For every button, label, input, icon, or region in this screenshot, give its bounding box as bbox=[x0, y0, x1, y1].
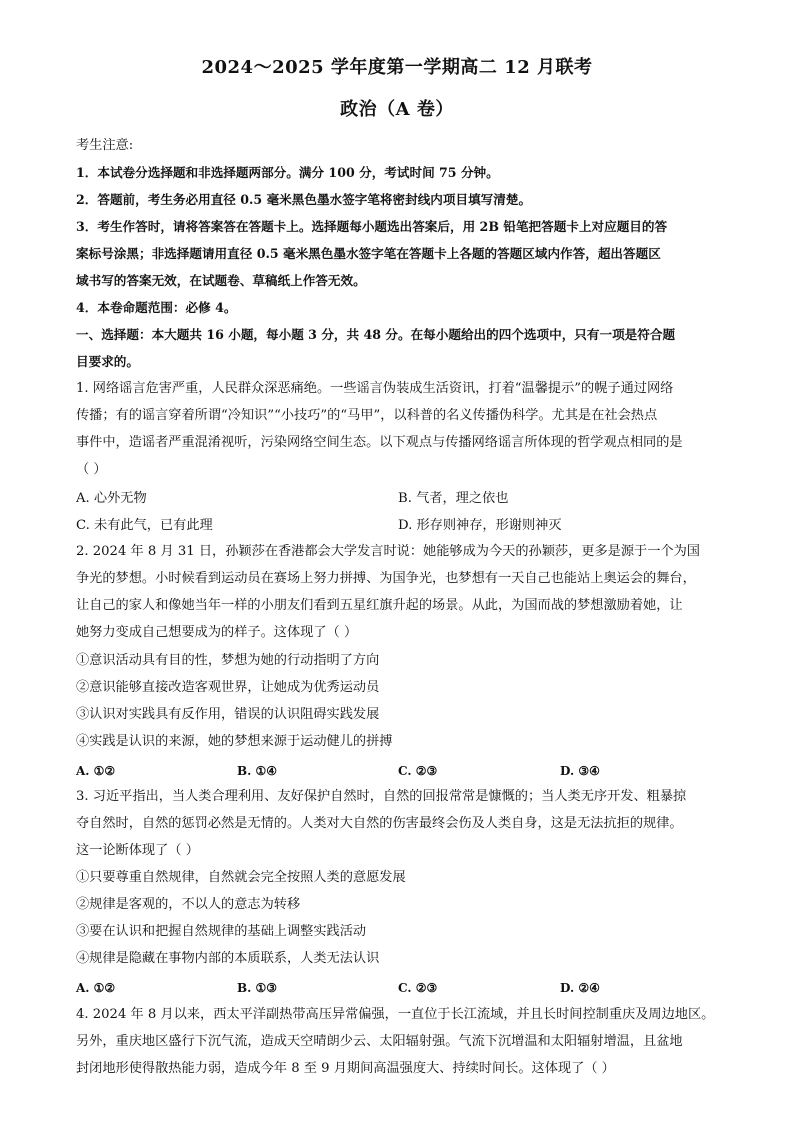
question-1-option-a: A. 心外无物 bbox=[76, 491, 147, 506]
exam-subject: 政治（A 卷） bbox=[340, 99, 454, 120]
question-2-statement: ④实践是认识的来源，她的梦想来源于运动健儿的拼搏 bbox=[76, 734, 393, 749]
question-1-option-b: B. 气者，理之依也 bbox=[398, 491, 509, 506]
question-1-option-c: C. 未有此气，已有此理 bbox=[76, 518, 213, 533]
question-4-stem: 封闭地形使得散热能力弱，造成今年 8 至 9 月期间高温强度大、持续时间长。这体现了（ ） bbox=[76, 1061, 615, 1076]
question-2-statement: ①意识活动具有目的性，梦想为她的行动指明了方向 bbox=[76, 653, 380, 668]
notice-item: 4．本卷命题范围：必修 4。 bbox=[76, 300, 237, 315]
question-2-option-d: D. ③④ bbox=[560, 764, 600, 778]
question-3-stem: 这一论断体现了（ ） bbox=[76, 843, 199, 858]
notice-heading: 考生注意: bbox=[76, 138, 134, 153]
notice-item: 2．答题前，考生务必用直径 0.5 毫米黑色墨水签字笔将密封线内项目填写清楚。 bbox=[76, 192, 532, 207]
question-1-stem: 事件中，造谣者严重混淆视听，污染网络空间生态。以下观点与传播网络谣言所体现的哲学观点相同的是 bbox=[76, 435, 683, 450]
question-2-option-b: B. ①④ bbox=[237, 764, 278, 778]
question-2-stem: 2. 2024 年 8 月 31 日，孙颖莎在香港都会大学发言时说：她能够成为今天的孙颖莎，更多是源于一个为国 bbox=[76, 544, 700, 559]
exam-title: 2024～2025 学年度第一学期高二 12 月联考 bbox=[201, 57, 593, 78]
question-3-statement: ③要在认识和把握自然规律的基础上调整实践活动 bbox=[76, 924, 367, 939]
question-2-stem: 让自己的家人和像她当年一样的小朋友们看到五星红旗升起的场景。从此，为国而战的梦想激励着她，让 bbox=[76, 598, 683, 613]
question-2-statement: ②意识能够直接改造客观世界，让她成为优秀运动员 bbox=[76, 680, 380, 695]
question-2-stem: 争光的梦想。小时候看到运动员在赛场上努力拼搏、为国争光，也梦想有一天自己也能站上奥运会的舞台， bbox=[76, 571, 696, 586]
notice-item: 1．本试卷分选择题和非选择题两部分。满分 100 分，考试时间 75 分钟。 bbox=[76, 165, 499, 180]
question-1-stem: （ ） bbox=[76, 462, 107, 477]
question-3-option-d: D. ②④ bbox=[560, 981, 600, 995]
question-1-option-d: D. 形存则神存，形谢则神灭 bbox=[398, 518, 562, 533]
question-3-option-c: C. ②③ bbox=[398, 981, 438, 995]
notice-item: 域书写的答案无效，在试题卷、草稿纸上作答无效。 bbox=[76, 273, 366, 288]
question-3-option-a: A. ①② bbox=[76, 981, 116, 995]
question-3-stem: 3. 习近平指出，当人类合理利用、友好保护自然时，自然的回报常常是慷慨的；当人类无序开发、粗暴掠 bbox=[76, 789, 687, 804]
question-4-stem: 另外，重庆地区盛行下沉气流，造成天空晴朗少云、太阳辐射强。气流下沉增温和太阳辐射增温，且盆地 bbox=[76, 1034, 683, 1049]
question-3-statement: ①只要尊重自然规律，自然就会完全按照人类的意愿发展 bbox=[76, 870, 406, 885]
question-1-stem: 传播；有的谣言穿着所谓“冷知识”“小技巧”的“马甲”，以科普的名义传播伪科学。尤其是在社会热点 bbox=[76, 408, 658, 423]
question-3-statement: ④规律是隐藏在事物内部的本质联系，人类无法认识 bbox=[76, 951, 380, 966]
section-heading: 目要求的。 bbox=[76, 354, 139, 369]
notice-item: 3．考生作答时，请将答案答在答题卡上。选择题每小题选出答案后，用 2B 铅笔把答题卡上对应题目的答 bbox=[76, 219, 668, 234]
question-4-stem: 4. 2024 年 8 月以来，西太平洋副热带高压异常偏强，一直位于长江流域，并且长时间控制重庆及周边地区。 bbox=[76, 1007, 715, 1022]
question-3-option-b: B. ①③ bbox=[237, 981, 278, 995]
notice-item: 案标号涂黑；非选择题请用直径 0.5 毫米黑色墨水签字笔在答题卡上各题的答题区域内作答，超出答题区 bbox=[76, 246, 661, 261]
question-2-stem: 她努力变成自己想要成为的样子。这体现了（ ） bbox=[76, 625, 358, 640]
question-3-stem: 夺自然时，自然的惩罚必然是无情的。人类对大自然的伤害最终会伤及人类自身，这是无法抗拒的规律。 bbox=[76, 816, 683, 831]
question-1-stem: 1. 网络谣言危害严重，人民群众深恶痛绝。一些谣言伪装成生活资讯，打着“温馨提示”的幌子通过网络 bbox=[76, 381, 674, 396]
question-2-option-c: C. ②③ bbox=[398, 764, 438, 778]
question-3-statement: ②规律是客观的，不以人的意志为转移 bbox=[76, 897, 301, 912]
question-2-statement: ③认识对实践具有反作用，错误的认识阻碍实践发展 bbox=[76, 707, 380, 722]
section-heading: 一、选择题：本大题共 16 小题，每小题 3 分，共 48 分。在每小题给出的四个选项中，只有一项是符合题 bbox=[76, 327, 676, 342]
question-2-option-a: A. ①② bbox=[76, 764, 116, 778]
